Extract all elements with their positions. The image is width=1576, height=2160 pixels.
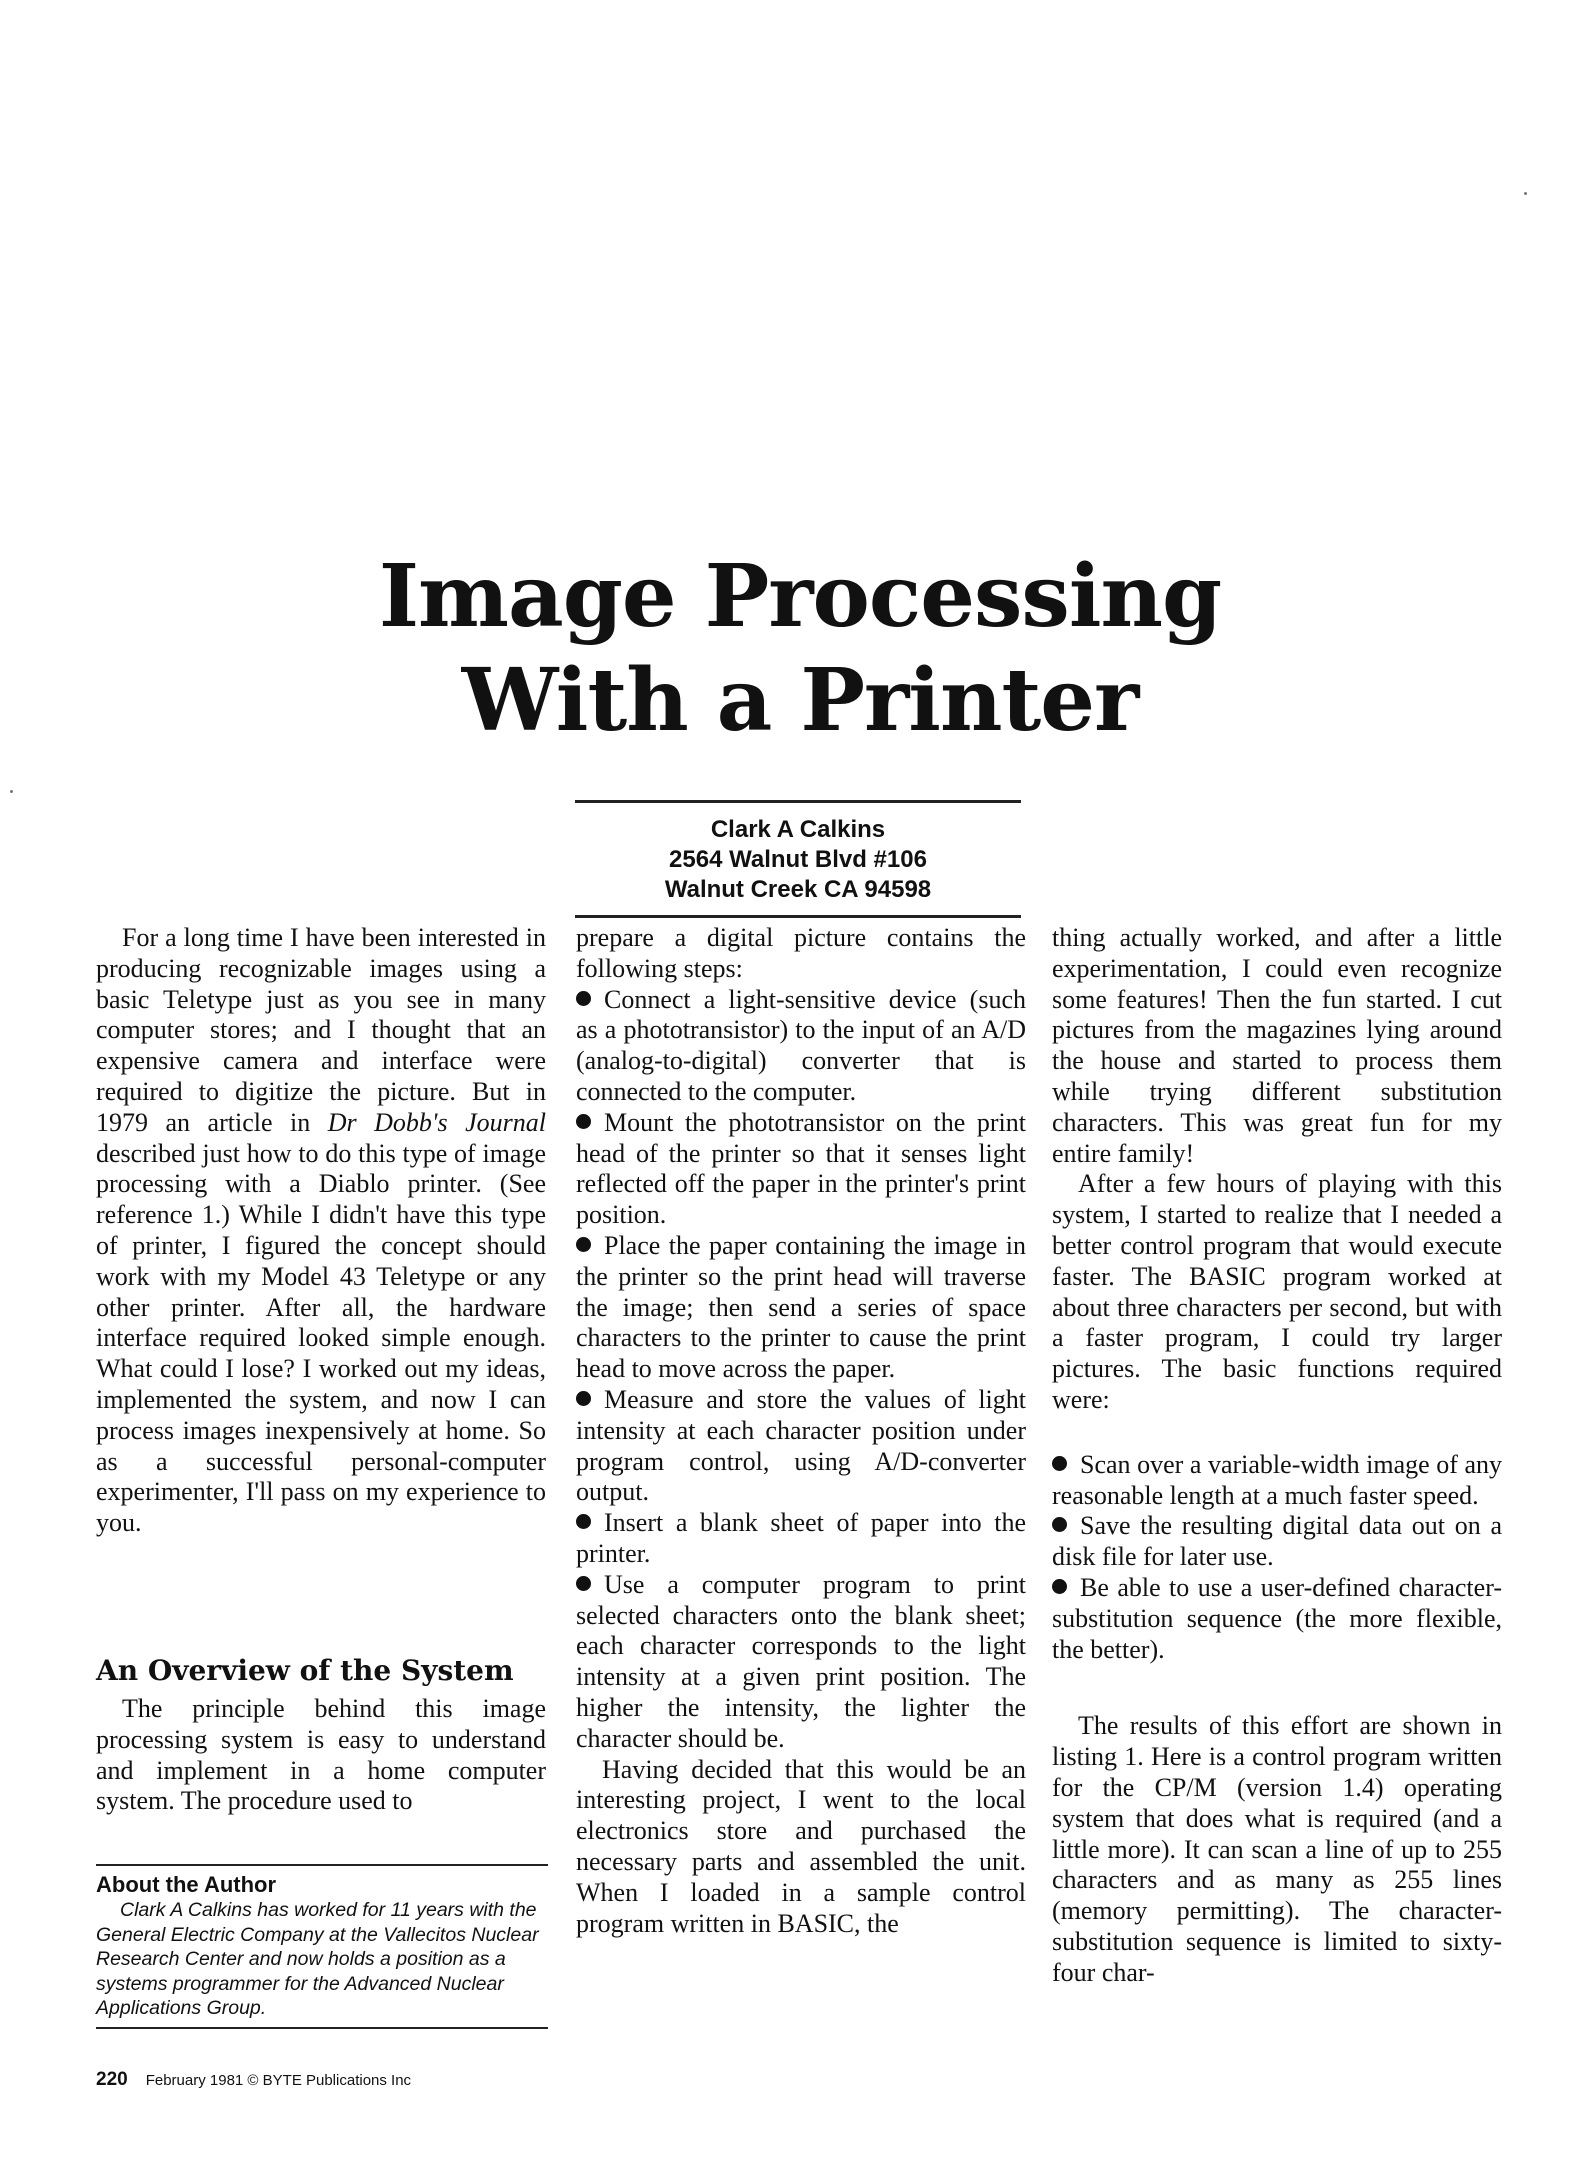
faster-program-paragraph: After a few hours of playing with this system, I started to realize that I needed a better control program that would execute faster. The BASIC program worked at about three characters per second, but with a faster program, I could try larger pictures. The basic functions required were: [1052, 1169, 1502, 1414]
procedure-step-text: Measure and store the values of light intensity at each character position under program control, using A/D-converter output. [576, 1384, 1026, 1507]
bullet-icon [1052, 1456, 1067, 1471]
column-3 [1052, 923, 1502, 1989]
journal-name: Dr Dobb's Journal [327, 1107, 546, 1137]
page-number: 220 [96, 2069, 128, 2090]
page-footer [96, 2070, 411, 2091]
procedure-step [576, 1508, 1026, 1570]
bullet-icon [576, 1576, 591, 1591]
bullet-icon [576, 1391, 591, 1406]
function-item-text: Be able to use a user-defined character-substitution sequence (the more flexible, the better). [1052, 1572, 1502, 1664]
procedure-step-text: Mount the phototransistor on the print head of the printer so that it senses light reflected off the paper in the printer's print position. [576, 1107, 1026, 1230]
procedure-lead: prepare a digital picture contains the following steps: [576, 923, 1026, 983]
author-city: Walnut Creek CA 94598 [664, 876, 932, 903]
procedure-step-text: Connect a light-sensitive device (such as a phototransistor) to the input of an A/D (analog-to-digital) converter that is connected to the computer. [576, 984, 1026, 1106]
procedure-step [576, 1231, 1026, 1385]
spacer [1052, 1416, 1502, 1450]
author-name: Clark A Calkins [710, 816, 886, 843]
title-line-1: Image Processing [378, 546, 1222, 647]
intro-paragraph [96, 923, 546, 1539]
author-byline [575, 800, 1021, 918]
bullet-icon [576, 1514, 591, 1529]
function-item [1052, 1450, 1502, 1512]
overview-paragraph: The principle behind this image processing system is easy to understand and implement in a home computer system. The procedure used to [96, 1694, 546, 1816]
function-item [1052, 1511, 1502, 1573]
procedure-step-text: Place the paper containing the image in the printer so the print head will traverse the image; then send a series of space characters to the printer to cause the print head to move across the paper. [576, 1230, 1026, 1384]
bullet-icon [576, 991, 591, 1006]
procedure-step [576, 1108, 1026, 1231]
intro-text-start: For a long time I have been interested in producing recognizable images using a basic Teletype just as you see in many computer stores; and I thought that an expensive camera and interface were required to digitize the picture. But in 1979 an article in [96, 923, 546, 1137]
procedure-step [576, 1385, 1026, 1508]
scan-speck [10, 790, 13, 793]
title-line-2: With a Printer [461, 650, 1139, 751]
bullet-icon [576, 1237, 591, 1252]
procedure-step [576, 985, 1026, 1108]
column-1 [96, 923, 546, 1539]
bullet-icon [1052, 1517, 1067, 1532]
column-2 [576, 923, 1026, 1939]
function-item [1052, 1573, 1502, 1665]
author-street: 2564 Walnut Blvd #106 [669, 846, 927, 873]
bullet-icon [1052, 1579, 1067, 1594]
bullet-icon [576, 1114, 591, 1129]
spacer [1052, 1665, 1502, 1711]
about-the-author-box [96, 1864, 548, 2029]
listing-paragraph: The results of this effort are shown in listing 1. Here is a control program written for the CP/M (version 1.4) operating system that does what is required (and a little more). It can scan a line of up to 255 characters and as many as 255 lines (memory permitting). The character-substitution sequence is limited to sixty-four char- [1052, 1711, 1502, 1987]
procedure-step-text: Insert a blank sheet of paper into the printer. [576, 1508, 1026, 1568]
issue-credit: February 1981 © BYTE Publications Inc [145, 2072, 412, 2089]
function-item-text: Scan over a variable-width image of any reasonable length at a much faster speed. [1052, 1449, 1502, 1510]
project-paragraph: Having decided that this would be an interesting project, I went to the local electronics store and purchased the necessary parts and assembled the unit. When I loaded in a sample control program written in BASIC, the [576, 1754, 1026, 1938]
intro-text-end: described just how to do this type of image processing with a Diablo printer. (See reference 1.) While I didn't have this type of printer, I figured the concept should work with my Model 43 Teletype or any other printer. After all, the hardware interface required looked simple enough. What could I lose? I worked out my ideas, implemented the system, and now I can process images inexpensively at home. So as a successful personal-computer experimenter, I'll pass on my experience to you. [96, 1138, 546, 1538]
procedure-step [576, 1570, 1026, 1755]
section-heading: An Overview of the System [96, 1654, 514, 1687]
article-title [0, 545, 1576, 753]
about-author-heading: About the Author [96, 1872, 277, 1897]
about-author-bio: Clark A Calkins has worked for 11 years with the General Electric Company at the Vallecitos Nuclear Research Center and now holds a position as a systems programmer for the Advanced Nuclear Applications Group. [96, 1899, 539, 2019]
function-item-text: Save the resulting digital data out on a disk file for later use. [1052, 1511, 1502, 1572]
procedure-step-text: Use a computer program to print selected characters onto the blank sheet; each character corresponds to the light intensity at a given print position. The higher the intensity, the lighter the character should be. [576, 1569, 1026, 1753]
scan-speck [1524, 192, 1527, 195]
column-1-overview [96, 1694, 546, 1817]
results-paragraph: thing actually worked, and after a little experimentation, I could even recognize some features! Then the fun started. I cut pictures from the magazines lying around the house and started to process them while trying different substitution characters. This was great fun for my entire family! [1052, 923, 1502, 1168]
